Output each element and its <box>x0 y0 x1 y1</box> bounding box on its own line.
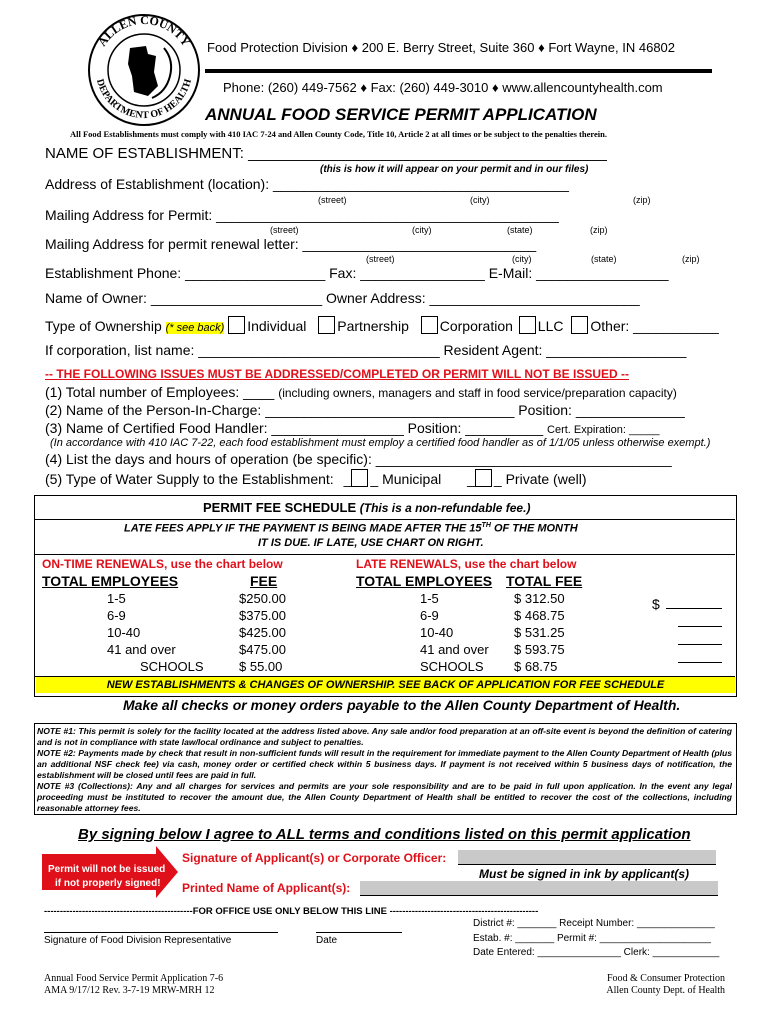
water-supply-row: (5) Type of Water Supply to the Establishment: _ _ Municipal _ _ Private (well) <box>45 471 587 487</box>
individual-checkbox[interactable] <box>228 316 245 334</box>
amount-line-1[interactable] <box>666 592 722 609</box>
footer-left-2: AMA 9/17/12 Rev. 3-7-19 MRW-MRH 12 <box>44 985 215 996</box>
fee-cell: $ 468.75 <box>514 608 565 623</box>
new-establishment-notice: NEW ESTABLISHMENTS & CHANGES OF OWNERSHIP. SEE BACK OF APPLICATION FOR FEE SCHEDULE <box>36 677 735 693</box>
fee-schedule-heading: PERMIT FEE SCHEDULE <box>203 500 357 515</box>
table-row: 41 and over <box>420 642 489 657</box>
issues-heading: -- THE FOLLOWING ISSUES MUST BE ADDRESSED/COMPLETED OR PERMIT WILL NOT BE ISSUED -- <box>45 367 630 381</box>
fee-schedule-note: (This is a non-refundable fee.) <box>359 501 531 515</box>
amount-symbol: $ <box>652 596 660 612</box>
late-col-fee: TOTAL FEE <box>506 573 583 589</box>
other-checkbox[interactable] <box>571 316 588 334</box>
payable-notice: Make all checks or money orders payable to the Allen County Department of Health. <box>123 697 681 713</box>
ownership-note: (* see back) <box>165 322 225 334</box>
office-divider: -----------------------------------------------FOR OFFICE USE ONLY BELOW THIS LINE ----------------------------------------------- <box>44 906 539 917</box>
phone-fax-email-fields[interactable]: Establishment Phone: __________________ Fax: ________________ E-Mail: _________________ <box>45 265 669 281</box>
operation-hours-field[interactable]: (4) List the days and hours of operation (be specific): ______________________________________ <box>45 451 672 467</box>
water-supply-label: (5) Type of Water Supply to the Establishment: <box>45 471 334 487</box>
fee-cell: $ 68.75 <box>514 659 558 674</box>
late-fee-text: LATE FEES APPLY IF THE PAYMENT IS BEING MADE AFTER THE 15 <box>124 522 482 535</box>
mailing-sub-street: (street) <box>270 225 299 235</box>
fee-cell: $250.00 <box>239 591 286 606</box>
name-note: (this is how it will appear on your permit and in our files) <box>320 164 589 175</box>
date-entered-field[interactable]: Date Entered: _______________ Clerk: ____________ <box>473 947 720 958</box>
person-in-charge-field[interactable]: (2) Name of the Person-In-Charge: ________________________________ Position: ______________ <box>45 402 685 418</box>
municipal-checkbox[interactable] <box>351 469 368 487</box>
note-1: NOTE #1: This permit is solely for the facility located at the address listed above. Any sale and/or food preparation at an off-site event is beyond the definition of catering and is not in compliance with state law/local ordinance and subject to penalties. <box>37 726 732 747</box>
address-sub-city: (city) <box>470 195 490 205</box>
table-row: SCHOOLS <box>140 659 204 674</box>
cert-expiration-field[interactable]: Cert. Expiration: _____ <box>547 424 660 436</box>
signature-field[interactable] <box>458 850 716 865</box>
mailing-sub-state: (state) <box>507 225 533 235</box>
seal-text-top: ALLEN COUNTY <box>94 12 194 49</box>
mailing-address-field[interactable]: Mailing Address for Permit: ____________________________________________ <box>45 207 559 223</box>
footer-right-1: Food & Consumer Protection <box>606 973 725 984</box>
table-row: 1-5 <box>107 591 126 606</box>
late-fee-line1 <box>124 522 578 535</box>
late-fee-line2: IT IS DUE. IF LATE, USE CHART ON RIGHT. <box>258 537 484 549</box>
food-handler-note: (In accordance with 410 IAC 7-22, each food establishment must employ a certified food handler as of 1/1/05 unless otherwise exempt.) <box>50 437 711 449</box>
renewal-sub-street: (street) <box>366 254 395 264</box>
fee-cell: $ 55.00 <box>239 659 283 674</box>
late-fee-sup: TH <box>481 522 491 529</box>
district-field[interactable]: District #: _______ Receipt Number: ______________ <box>473 918 715 929</box>
fee-cell: $ 312.50 <box>514 591 565 606</box>
corporation-checkbox[interactable] <box>421 316 438 334</box>
table-row: 10-40 <box>107 625 141 640</box>
private-well-label: Private (well) <box>505 471 587 487</box>
late-fee-text-end: OF THE MONTH <box>493 522 578 535</box>
header-rule <box>205 69 712 73</box>
signature-label: Signature of Applicant(s) or Corporate Officer: <box>182 851 447 865</box>
partnership-label: Partnership <box>337 318 409 334</box>
estab-field[interactable]: Estab. #: _______ Permit #: ____________________ <box>473 933 711 944</box>
address-sub-zip: (zip) <box>633 195 651 205</box>
fee-cell: $ 593.75 <box>514 642 565 657</box>
ownership-type-row <box>45 316 719 334</box>
issue-employees-row <box>45 384 677 400</box>
fee-cell: $ 531.25 <box>514 625 565 640</box>
llc-checkbox[interactable] <box>519 316 536 334</box>
note-3: NOTE #3 (Collections): Any and all charges for services and permits are your sole responsibility and are to be paid in full upon application. In the event any legal proceeding must be instituted to recover the amount due, the Allen County Department of Health shall be entitled to recover the cost of the collections, including reasonable attorney fees. <box>37 781 732 813</box>
food-handler-row <box>45 420 660 436</box>
fee-cell: $375.00 <box>239 608 286 623</box>
late-col-employees: TOTAL EMPLOYEES <box>356 573 493 589</box>
allen-county-health-seal <box>86 12 202 128</box>
corporation-fields[interactable]: If corporation, list name: _______________________________ Resident Agent: __________________ <box>45 342 687 358</box>
fee-divider-1 <box>35 519 735 520</box>
footer-right-2: Allen County Dept. of Health <box>606 985 725 996</box>
footer-left-1: Annual Food Service Permit Application 7-6 <box>44 973 224 984</box>
svg-text:ALLEN COUNTY <box>95 13 193 49</box>
notes <box>37 726 732 814</box>
arrow-text-1: Permit will not be issued <box>48 864 166 875</box>
corporation-label: Corporation <box>439 318 513 334</box>
employee-count-note: (including owners, managers and staff in food service/preparation capacity) <box>278 386 677 400</box>
ontime-col-fee: FEE <box>250 573 278 589</box>
ontime-col-employees: TOTAL EMPLOYEES <box>42 573 179 589</box>
mailing-sub-city: (city) <box>412 225 432 235</box>
printed-name-field[interactable] <box>360 881 718 896</box>
other-label[interactable]: Other: ___________ <box>590 318 719 334</box>
amount-line-2[interactable] <box>678 610 722 627</box>
ink-note: Must be signed in ink by applicant(s) <box>479 867 690 881</box>
food-handler-field[interactable]: (3) Name of Certified Food Handler: _________________ Position: __________ <box>45 420 544 436</box>
address-sub-street: (street) <box>318 195 347 205</box>
ownership-label: Type of Ownership <box>45 318 162 334</box>
table-row: 6-9 <box>420 608 439 623</box>
rep-signature-line[interactable] <box>44 920 278 933</box>
table-row: 6-9 <box>107 608 126 623</box>
renewal-sub-city: (city) <box>512 254 532 264</box>
page-title: ANNUAL FOOD SERVICE PERMIT APPLICATION <box>205 105 597 124</box>
individual-label: Individual <box>247 318 307 334</box>
owner-fields[interactable]: Name of Owner: ______________________ Owner Address: ___________________________ <box>45 290 640 306</box>
municipal-label: Municipal <box>382 471 442 487</box>
fee-schedule-heading-row <box>203 500 530 515</box>
date-line[interactable] <box>316 920 402 933</box>
mailing-sub-zip: (zip) <box>590 225 608 235</box>
amount-line-3[interactable] <box>678 628 722 645</box>
table-row: 41 and over <box>107 642 176 657</box>
renewal-address-field[interactable]: Mailing Address for permit renewal letter: ______________________________ <box>45 236 537 252</box>
compliance-note: All Food Establishments must comply with 410 IAC 7-24 and Allen County Code, Title 10, Article 2 at all times or be subject to the penalties therein. <box>70 129 607 139</box>
employee-count-field[interactable]: (1) Total number of Employees: ____ <box>45 384 275 400</box>
renewal-sub-zip: (zip) <box>682 254 700 264</box>
date-label: Date <box>316 935 338 946</box>
amount-line-4[interactable] <box>678 646 722 663</box>
llc-label: LLC <box>537 318 564 334</box>
renewal-sub-state: (state) <box>591 254 617 264</box>
printed-name-label: Printed Name of Applicant(s): <box>182 881 351 895</box>
header-address: Food Protection Division ♦ 200 E. Berry Street, Suite 360 ♦ Fort Wayne, IN 46802 <box>207 40 676 55</box>
late-heading: LATE RENEWALS, use the chart below <box>356 557 577 571</box>
note-2: NOTE #2: Payments made by check that result in non-sufficient funds will result in the requirement for immediate payment to the Allen County Department of Health (plus an additional NSF check fee) via cash, money order or certified check within 5 business days. If payment is not received within 5 business days of notification, the establishment will be closed until fees are paid in full. <box>37 748 732 780</box>
rep-signature-label: Signature of Food Division Representative <box>44 935 232 946</box>
fee-divider-2 <box>35 554 735 555</box>
ontime-heading: ON-TIME RENEWALS, use the chart below <box>42 557 283 571</box>
fee-cell: $475.00 <box>239 642 286 657</box>
header-contact: Phone: (260) 449-7562 ♦ Fax: (260) 449-3010 ♦ www.allencountyhealth.com <box>223 80 663 95</box>
seal-text-bottom: DEPARTMENT OF HEALTH <box>94 77 194 122</box>
table-row: SCHOOLS <box>420 659 484 674</box>
establishment-address-field[interactable]: Address of Establishment (location): ______________________________________ <box>45 176 569 192</box>
establishment-name-field[interactable]: NAME OF ESTABLISHMENT: ___________________________________________ <box>45 145 607 162</box>
private-well-checkbox[interactable] <box>475 469 492 487</box>
fee-cell: $425.00 <box>239 625 286 640</box>
partnership-checkbox[interactable] <box>318 316 335 334</box>
table-row: 1-5 <box>420 591 439 606</box>
agree-statement: By signing below I agree to ALL terms and conditions listed on this permit application <box>78 826 691 843</box>
arrow-text-2: if not properly signed! <box>55 878 161 889</box>
table-row: 10-40 <box>420 625 454 640</box>
